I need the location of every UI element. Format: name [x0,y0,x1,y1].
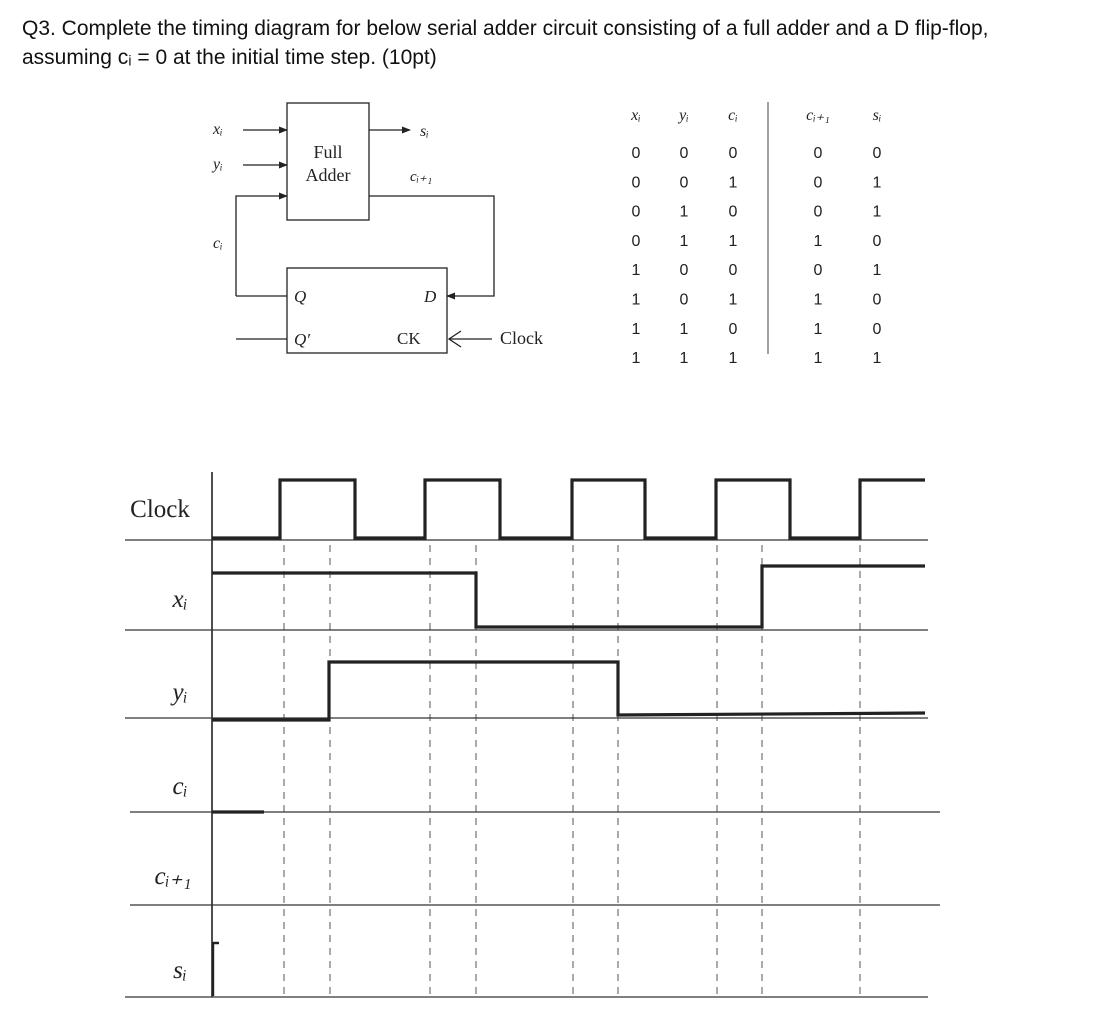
timing-label-x: xᵢ [172,586,188,613]
tt-cell: 1 [631,320,641,338]
tt-row [632,292,882,309]
tt-header: cᵢ₊₁ [806,107,830,124]
tt-row [632,174,882,191]
circuit-label-c: cᵢ [213,235,223,252]
tt-cell: 1 [813,350,823,368]
circuit-label-y: yᵢ [213,156,223,173]
tt-row [632,204,882,221]
x-waveform [212,566,925,627]
tt-cell: 1 [813,291,823,309]
circuit-label-x: xᵢ [213,121,223,138]
ff-label-qbar: Q′ [294,330,310,349]
tt-cell: 0 [813,145,823,162]
tt-cell: 1 [679,232,689,250]
tt-cell: 0 [872,145,882,162]
carry-feedback-wire [236,196,287,296]
tt-cell: 1 [631,291,641,309]
tt-cell: 1 [631,350,641,368]
timing-label-cnext: cᵢ₊₁ [154,863,192,890]
tt-cell: 1 [728,232,738,250]
tt-header: cᵢ [728,107,738,124]
truth-table-body [632,145,882,367]
serial-adder-circuit [236,103,494,353]
ff-label-d: D [424,287,437,306]
tt-cell: 0 [679,145,689,162]
tt-cell: 0 [728,145,738,162]
tt-row [632,321,882,338]
timing-diagram [125,472,940,997]
tt-cell: 0 [728,203,738,221]
timing-label-clock: Clock [130,496,190,523]
clock-waveform [212,480,925,538]
tt-cell: 0 [872,291,882,309]
tt-cell: 0 [679,291,689,309]
timing-label-s: sᵢ [173,957,187,984]
circuit-clock-label: Clock [500,328,543,348]
tt-row [632,145,882,162]
tt-cell: 1 [631,262,641,280]
tt-cell: 1 [679,320,689,338]
tt-cell: 1 [679,350,689,368]
tt-cell: 1 [872,174,882,192]
timing-label-c: cᵢ [172,773,188,800]
tt-cell: 1 [872,203,882,221]
tt-cell: 0 [872,232,882,250]
full-adder-label-2: Adder [305,165,351,185]
tt-cell: 0 [813,203,823,221]
question-text: Q3. Complete the timing diagram for below serial adder circuit consisting of a full adder and a D flip-flop, assuming cᵢ = 0 at the initial time step. (10pt) [22,17,989,69]
ff-label-ck: CK [397,329,421,348]
tt-cell: 1 [813,320,823,338]
tt-cell: 0 [728,320,738,338]
tt-header: sᵢ [872,107,882,124]
tt-cell: 0 [631,232,641,250]
tt-cell: 0 [813,174,823,192]
tt-cell: 0 [813,262,823,280]
tt-cell: 0 [679,262,689,280]
tt-cell: 0 [631,174,641,192]
truth-table-header [630,107,881,124]
tt-cell: 0 [728,262,738,280]
tt-cell: 1 [872,262,882,280]
tt-cell: 1 [728,174,738,192]
carry-out-wire [369,196,494,296]
tt-cell: 1 [728,350,738,368]
time-guides [284,545,860,997]
tt-cell: 1 [872,350,882,368]
d-flip-flop [287,268,447,353]
circuit-label-cnext: cᵢ₊₁ [410,169,433,185]
tt-row [632,233,882,250]
full-adder-label-1: Full [313,142,343,162]
circuit-label-s: sᵢ [420,123,429,140]
tt-header: xᵢ [631,107,641,124]
tt-row [632,262,882,279]
tt-cell: 1 [813,232,823,250]
ff-label-q: Q [294,287,307,306]
timing-label-y: yᵢ [172,679,188,706]
tt-header: yᵢ [679,107,689,124]
y-waveform [212,662,925,720]
s-start-mark [213,943,219,996]
tt-cell: 0 [872,320,882,338]
row-baselines [125,540,940,997]
tt-cell: 1 [728,291,738,309]
tt-cell: 0 [679,174,689,192]
tt-row [632,350,882,367]
tt-cell: 0 [631,145,641,162]
tt-cell: 0 [631,203,641,221]
tt-cell: 1 [679,203,689,221]
truth-table [630,107,881,367]
